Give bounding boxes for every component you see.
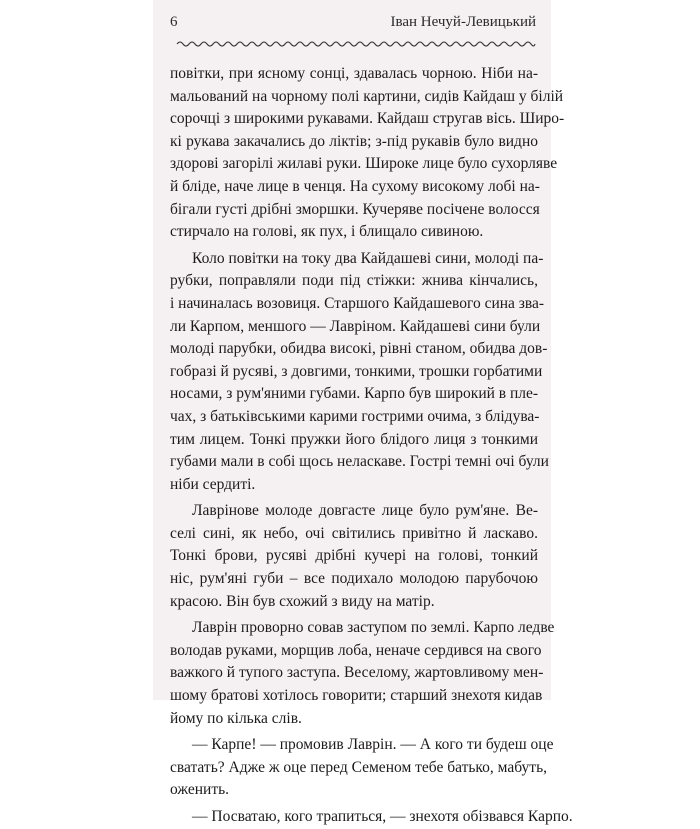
text-line: бігали густі дрібні зморшки. Кучеряве посічене волосся: [170, 200, 540, 218]
text-line: Коло повітки на току два Кайдашеві сини, молоді па-: [192, 249, 544, 267]
text-line: стирчало на голові, як пух, і блищало сивиною.: [170, 223, 484, 241]
text-line: — Карпе! — промовив Лаврін. — А кого ти будеш оце: [192, 736, 554, 754]
text-line: володав руками, морщив лоба, неначе сердився на свого: [170, 641, 542, 659]
page-body-text: [170, 63, 573, 829]
text-line: йому по кілька слів.: [170, 709, 302, 727]
text-line: носами, з рум'яними губами. Карпо був широкий в пле-: [170, 385, 539, 403]
page-number: 6: [170, 14, 178, 30]
text-line: кі рукава закачались до ліктів; з-під рукавів було видно: [170, 132, 538, 150]
paragraph-5: [170, 734, 554, 802]
text-line: шому братові хотілось говорити; старший знехотя кидав: [170, 687, 543, 705]
text-line: й бліде, наче лице в ченця. На сухому високому лобі на-: [170, 177, 540, 195]
text-line: сватать? Адже ж оце перед Семеном тебе батько, мабуть,: [170, 758, 548, 776]
text-line: — Посватаю, кого трапиться, — знехотя обізвався Карпо.: [192, 808, 573, 825]
text-line: здорові загорілі жилаві руки. Широке лице було сухорляве: [170, 155, 558, 173]
text-line: рубки, поправляли поди під стіжки: жнива кінчались,: [170, 272, 538, 290]
text-line: ли Карпом, меншого — Лавріном. Кайдашеві сини були: [170, 317, 541, 335]
text-line: селі сині, як небо, очі світились привітно й ласкаво.: [170, 524, 538, 542]
text-line: повітки, при ясному сонці, здавалась чорною. Ніби на-: [170, 65, 538, 82]
text-line: красою. Він був схожий з виду на матір.: [170, 592, 435, 610]
paragraph-4: [170, 617, 555, 730]
text-line: чах, з батьківськими карими гострими очима, з блідува-: [170, 407, 540, 425]
text-line: губами мали в собі щось неласкаве. Гострі темні очі були: [170, 453, 549, 471]
text-line: гобразі й русяві, з довгими, тонкими, трошки горбатими: [170, 362, 543, 380]
paragraph-1: [170, 63, 565, 244]
paragraph-3: [170, 500, 538, 613]
running-head: [170, 14, 536, 38]
paragraph-6: [170, 806, 573, 829]
text-line: сорочці з широкими рукавами. Кайдаш стругав вісь. Широ-: [170, 110, 565, 128]
paragraph-2: [170, 248, 549, 497]
running-head-author: Іван Нечуй-Левицький: [390, 14, 536, 30]
text-line: Лаврін проворно совав заступом по землі. Карпо ледве: [192, 619, 555, 637]
text-line: молоді парубки, обидва високі, рівні станом, обидва дов-: [170, 340, 548, 358]
text-line: Лаврінове молоде довгасте лице було рум'яне. Ве-: [192, 502, 538, 520]
book-page: [153, 0, 573, 825]
text-line: мальований на чорному полі картини, сидів Кайдаш у білій: [170, 87, 564, 105]
text-line: оженить.: [170, 781, 230, 799]
wavy-divider: [177, 40, 535, 48]
text-line: важкого й тупого заступа. Веселому, жартовливому мен-: [170, 664, 544, 682]
text-line: і начиналась возовиця. Старшого Кайдашевого сина зва-: [170, 294, 545, 312]
text-line: тим лицем. Тонкі пружки його блідого лиця з тонкими: [170, 430, 538, 448]
text-line: ніби сердиті.: [170, 475, 256, 493]
text-line: Тонкі брови, русяві дрібні кучері на голові, тонкий: [170, 547, 538, 565]
text-line: ніс, рум'яні губи – все подихало молодою парубочою: [170, 570, 538, 588]
